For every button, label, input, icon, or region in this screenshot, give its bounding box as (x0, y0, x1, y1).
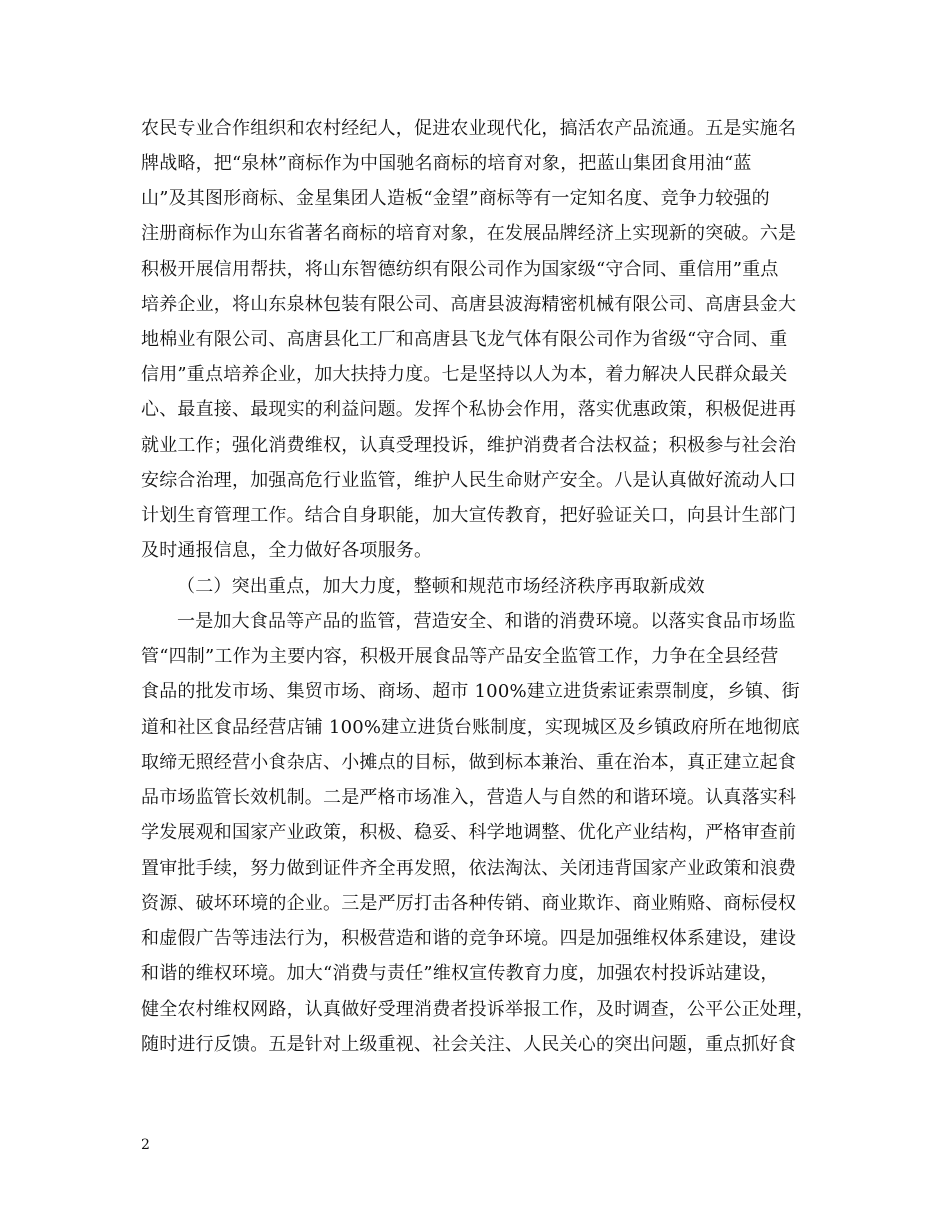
body-text-line: 农民专业合作组织和农村经纪人，促进农业现代化，搞活农产品流通。五是实施名 (141, 118, 797, 139)
body-text-line: 健全农村维权网路，认真做好受理消费者投诉举报工作，及时调查，公平公正处理， (141, 999, 815, 1020)
body-text-line: 牌战略，把“泉林”商标作为中国驰名商标的培育对象，把蓝山集团食用油“蓝 (141, 153, 752, 174)
body-text-line: 品市场监管长效机制。二是严格市场准入，营造人与自然的和谐环境。认真落实科 (141, 787, 797, 808)
section-heading: （二）突出重点，加大力度，整顿和规范市场经济秩序再取新成效 (177, 576, 705, 597)
body-text-line: 就业工作；强化消费维权，认真受理投诉，维护消费者合法权益；积极参与社会治 (141, 435, 797, 456)
body-text-line: 置审批手续，努力做到证件齐全再发照，依法淘汰、关闭违背国家产业政策和浪费 (141, 858, 797, 879)
body-text-line: 积极开展信用帮扶，将山东智德纺织有限公司作为国家级“守合同、重信用”重点 (141, 259, 779, 280)
body-text-line: 信用”重点培养企业，加大扶持力度。七是坚持以人为本，着力解决人民群众最关 (141, 364, 788, 385)
body-text-line: 和虚假广告等违法行为，积极营造和谐的竞争环境。四是加强维权体系建设，建设 (141, 928, 797, 949)
body-text-line: 食品的批发市场、集贸市场、商场、超市 100%建立进货索证索票制度，乡镇、街 (141, 681, 800, 702)
body-text-line: 一是加大食品等产品的监管，营造安全、和谐的消费环境。以落实食品市场监 (177, 611, 796, 632)
body-text-line: 和谐的维权环境。加大“消费与责任”维权宣传教育力度，加强农村投诉站建设， (141, 963, 779, 984)
body-text-line: 计划生育管理工作。结合自身职能，加大宣传教育，把好验证关口，向县计生部门 (141, 505, 797, 526)
page-number: 2 (141, 1137, 150, 1153)
body-text-line: 管“四制”工作为主要内容，积极开展食品等产品安全监管工作，力争在全县经营 (141, 646, 779, 667)
body-text-line: 及时通报信息，全力做好各项服务。 (141, 540, 433, 561)
body-text-line: 取缔无照经营小食杂店、小摊点的目标，做到标本兼治、重在治本，真正建立起食 (141, 752, 797, 773)
body-text-line: 资源、破坏环境的企业。三是严厉打击各种传销、商业欺诈、商业贿赂、商标侵权 (141, 893, 797, 914)
body-text-line: 培养企业，将山东泉林包装有限公司、高唐县波海精密机械有限公司、高唐县金大 (141, 294, 797, 315)
body-text-line: 心、最直接、最现实的利益问题。发挥个私协会作用，落实优惠政策，积极促进再 (141, 399, 797, 420)
body-text-line: 注册商标作为山东省著名商标的培育对象，在发展品牌经济上实现新的突破。六是 (141, 223, 797, 244)
body-text-line: 山”及其图形商标、金星集团人造板“金望”商标等有一定知名度、竞争力较强的 (141, 188, 770, 209)
body-text-line: 地棉业有限公司、高唐县化工厂和高唐县飞龙气体有限公司作为省级“守合同、重 (141, 329, 788, 350)
body-text-line: 随时进行反馈。五是针对上级重视、社会关注、人民关心的突出问题，重点抓好食 (141, 1034, 797, 1055)
body-text-line: 学发展观和国家产业政策，积极、稳妥、科学地调整、优化产业结构，严格审查前 (141, 822, 797, 843)
body-text-line: 道和社区食品经营店铺 100%建立进货台账制度，实现城区及乡镇政府所在地彻底 (141, 717, 800, 738)
body-text-line: 安综合治理，加强高危行业监管，维护人民生命财产安全。八是认真做好流动人口 (141, 470, 797, 491)
